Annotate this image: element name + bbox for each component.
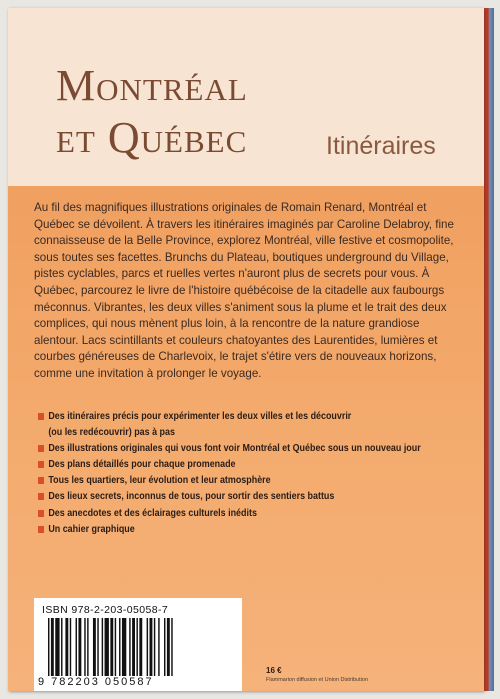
feature-item: Des illustrations originales qui vous font voir Montréal et Québec sous un nouveau jour xyxy=(38,442,478,456)
barcode-digits: 9 782203 050587 xyxy=(38,676,154,688)
price-label: 16 € xyxy=(266,666,282,675)
barcode-icon xyxy=(48,618,232,676)
bullet-square-icon xyxy=(38,526,44,533)
isbn-label: ISBN 978-2-203-05058-7 xyxy=(42,604,169,616)
subtitle-itineraires: Itinéraires xyxy=(326,132,436,160)
bullet-square-icon xyxy=(38,445,44,452)
title-montreal: Montréal xyxy=(56,61,248,110)
barcode-panel xyxy=(34,598,242,691)
distribution-label: Flammarion diffusion et Union Distribution xyxy=(266,677,368,683)
bullet-square-icon xyxy=(38,413,44,420)
title-et-quebec: et Québec xyxy=(56,113,248,162)
feature-item: Des itinéraires précis pour expérimenter les deux villes et les découvrir xyxy=(38,410,478,424)
book-back-cover xyxy=(8,8,484,691)
feature-item: Tous les quartiers, leur évolution et leur atmosphère xyxy=(38,474,478,488)
feature-list xyxy=(38,410,478,539)
bullet-square-icon xyxy=(38,461,44,468)
feature-item: Des anecdotes et des éclairages culturels inédits xyxy=(38,507,478,521)
bullet-square-icon xyxy=(38,493,44,500)
bullet-square-icon xyxy=(38,477,44,484)
title-band xyxy=(8,8,484,186)
feature-item: Des plans détaillés pour chaque promenade xyxy=(38,458,478,472)
feature-item: Un cahier graphique xyxy=(38,523,478,537)
feature-item: Des lieux secrets, inconnus de tous, pour sortir des sentiers battus xyxy=(38,490,478,504)
bullet-square-icon xyxy=(38,510,44,517)
feature-item-continued: (ou les redécouvrir) pas à pas xyxy=(48,427,175,439)
book-spine xyxy=(484,8,494,691)
description-text: Au fil des magnifiques illustrations originales de Romain Renard, Montréal et Québec se dévoilent. À travers les itinéraires imaginés par Caroline Delabroy, fine connaisseuse de la Belle Province, explorez Montréal, ville festive et cosmopolite, sous toutes ses facettes. Brunchs du Plateau, boutiques underground du Village, pistes cyclables, parcs et ruelles vertes n'auront plus de secrets pour vous. À Québec, parcourez le livre de l'histoire québécoise de la citadelle aux faubourgs méconnus. Vibrantes, les deux villes s'animent sous la plume et le trait des deux complices, qui nous mènent plus loin, à la rencontre de la nature grandiose alentour. Lacs scintillants et couleurs chatoyantes des Laurentides, lumières et courbes généreuses de Charlevoix, le trajet s'étire vers de nouveaux horizons, comme une invitation à prolonger le voyage. xyxy=(34,201,454,380)
